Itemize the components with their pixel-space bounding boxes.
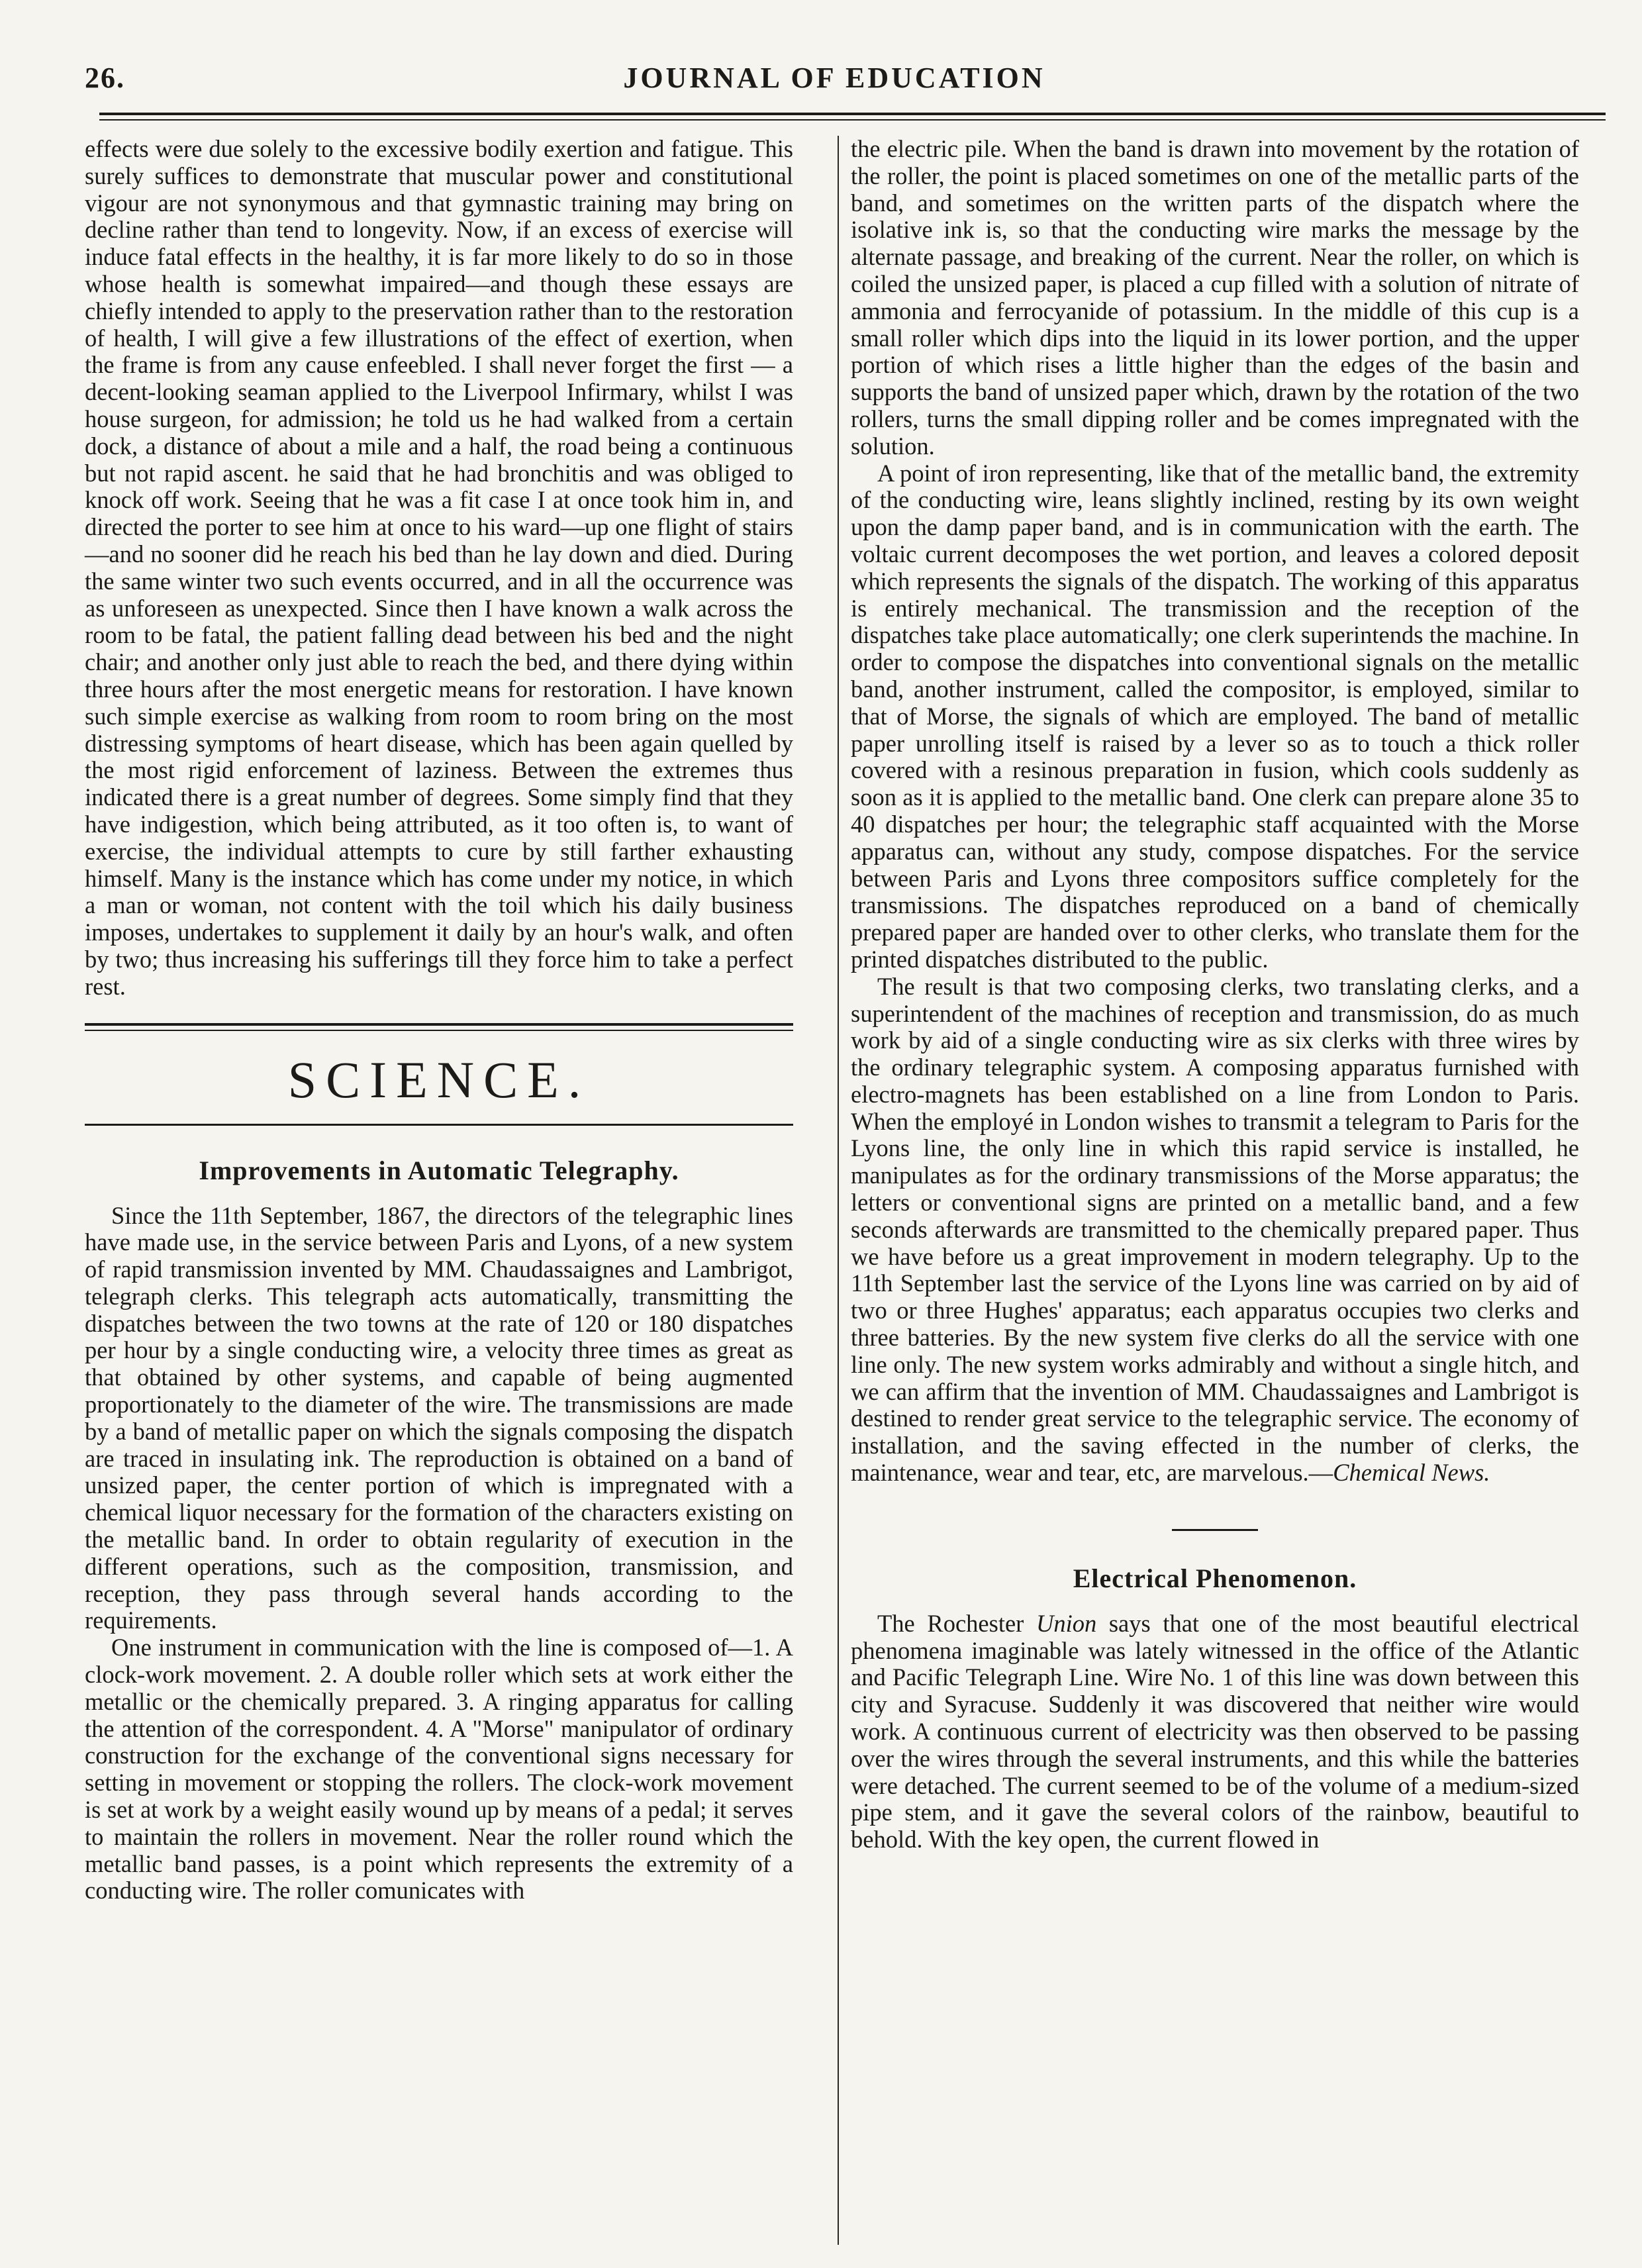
source-citation: Chemical News.: [1333, 1459, 1490, 1487]
page-number: 26.: [85, 62, 125, 94]
continued-paragraph: effects were due solely to the excessive bodily exertion and fatigue. This surely suffices to demonstrate that muscular power and constitutional vigour are not synonymous and that gymnastic training may bring on decline rather than tend to longevity. Now, if an excess of exercise will induce fatal effects in the healthy, it is far more likely to do so in those whose health is somewhat impaired—and though these essays are chiefly intended to apply to the preservation rather than to the restoration of health, I will give a few illustrations of the effect of exertion, when the frame is from any cause enfeebled. I shall never forget the first — a decent-looking seaman applied to the Liverpool Infirmary, whilst I was house surgeon, for admission; he told us he had walked from a certain dock, a distance of about a mile and a half, the road being a continuous but not rapid ascent. he said that he had bronchitis and was obliged to knock off work. Seeing that he was a fit case I at once took him in, and directed the porter to see him at once to his ward—up one flight of stairs—and no sooner did he reach his bed than he lay down and died. During the same winter two such events occurred, and in all the occurrence was as unforeseen as unexpected. Since then I have known a walk across the room to be fatal, the patient falling dead between his bed and the night chair; and another only just able to reach the bed, and there dying within three hours after the most energetic means for restoration. I have known such simple exercise as walking from room to room bring on the most distressing symptoms of heart disease, which has been again quelled by the most rigid enforcement of laziness. Between the extremes thus indicated there is a great number of degrees. Some simply find that they have indigestion, which being attributed, as it too often is, to want of exercise, the individual attempts to cure by still farther exhausting himself. Many is the instance which has come under my notice, in which a man or woman, not content with the toil which his daily business imposes, undertakes to supplement it daily by an hour's walk, and often by two; thus increasing his sufferings till they force him to take a perfect rest.: [85, 135, 793, 1000]
article-title-telegraphy: Improvements in Automatic Telegraphy.: [199, 1155, 679, 1185]
paragraph-text: says that one of the most beautiful electrical phenomena imaginable was lately witnessed in the office of the Atlantic and Pacific Telegraph Line. Wire No. 1 of this line was down between this city and Syracuse. Suddenly it was discovered that neither wire would work. A continuous current of electricity was then observed to be passing over the wires through the several instruments, and this while the batteries were detached. The current seemed to be of the volume of a medium-sized pipe stem, and it gave the several colors of the rainbow, beautiful to behold. With the key open, the current flowed in: [851, 1609, 1579, 1853]
article-paragraph: One instrument in communication with the line is composed of—1. A clock-work movement. 2. A double roller which sets at work either the metallic or the chemically prepared. 3. A ringing apparatus for calling the attention of the correspondent. 4. A "Morse" manipulator of ordinary construction for the exchange of the conventional signs necessary for setting in movement or stopping the rollers. The clock-work movement is set at work by a weight easily wound up by means of a pedal; it serves to maintain the rollers in movement. Near the roller round which the metallic band passes, is a point which represents the extremity of a conducting wire. The roller comunicates with: [85, 1634, 793, 1904]
section-rule: [85, 1124, 793, 1126]
article-paragraph: [851, 973, 1579, 1487]
paragraph-text: The result is that two composing clerks, two translating clerks, and a superintendent of the machines of reception and transmission, do as much work by aid of a single conducting wire as six clerks with three wires by the ordinary telegraphic system. A composing apparatus furnished with electro-magnets has been established on a line from London to Paris. When the employé in London wishes to transmit a telegram to Paris for the Lyons line, the only line in which this rapid service is installed, he manipulates as for the ordinary transmissions of the Morse apparatus; the letters or conventional signs are printed on a metallic band, and a few seconds afterwards are transmitted to the chemically prepared paper. Thus we have before us a great improvement in modern telegraphy. Up to the 11th September last the service of the Lyons line was carried on by aid of two or three Hughes' apparatus; each apparatus occupies two clerks and three batteries. By the new system five clerks do all the service with one line only. The new system works admirably and without a single hitch, and we can affirm that the invention of MM. Chaudassaignes and Lambrigot is destined to render great service to the telegraphic service. The economy of installation, and the saving effected in the number of clerks, the maintenance, wear and tear, etc, are marvelous.—: [851, 972, 1579, 1487]
paragraph-text: The Rochester: [877, 1609, 1036, 1637]
running-title: JOURNAL OF EDUCATION: [623, 62, 1045, 94]
section-rule-double: [85, 1023, 793, 1031]
article-paragraph: [851, 1610, 1579, 1853]
newspaper-name: Union: [1036, 1609, 1097, 1637]
article-title-electrical: Electrical Phenomenon.: [1073, 1563, 1357, 1593]
article-paragraph: Since the 11th September, 1867, the directors of the telegraphic lines have made use, in the service between Paris and Lyons, of a new system of rapid transmission invented by MM. Chaudassaignes and Lambrigot, telegraph clerks. This telegraph acts automatically, transmitting the dispatches between the two towns at the rate of 120 or 180 dispatches per hour by a single conducting wire, a velocity three times as great as that obtained by other systems, and capable of being augmented proportionately to the diameter of the wire. The transmissions are made by a band of metallic paper on which the signals composing the dispatch are traced in insulating ink. The reproduction is obtained on a band of unsized paper, the center portion of which is impregnated with a chemical liquor necessary for the formation of the characters existing on the metallic band. In order to obtain regularity of execution in the different operations, such as the composition, transmission, and reception, they pass through several hands according to the requirements.: [85, 1201, 793, 1634]
left-column: [85, 136, 793, 1904]
running-header: [79, 61, 1589, 109]
article-paragraph: A point of iron representing, like that of the metallic band, the extremity of the conducting wire, leans slightly inclined, resting by its own weight upon the damp paper band, and is in communication with the earth. The voltaic current decomposes the wet portion, and leaves a colored deposit which represents the signals of the dispatch. The working of this apparatus is entirely mechanical. The transmission and the reception of the dispatches take place automatically; one clerk superintends the machine. In order to compose the dispatches into conventional signals on the metallic band, another instrument, called the compositor, is employed, similar to that of Morse, the signals of which are employed. The band of metallic paper unrolling itself is raised by a lever so as to touch a thick roller covered with a resinous preparation in fusion, which cools suddenly as soon as it is applied to the metallic band. One clerk can prepare alone 35 to 40 dispatches per hour; the telegraphic staff acquainted with the Morse apparatus can, without any study, compose dispatches. For the service between Paris and Lyons three compositors suffice completely for the transmissions. The dispatches reproduced on a band of chemically prepared paper are handed over to other clerks, who translate them for the printed dispatches distributed to the public.: [851, 459, 1579, 973]
column-divider: [838, 136, 839, 2245]
right-column: [851, 136, 1579, 1853]
article-paragraph: the electric pile. When the band is drawn into movement by the rotation of the roller, the point is placed sometimes on one of the metallic parts of the band, and sometimes on the written parts of the dispatch where the isolative ink is, so that the conducting wire marks the message by the alternate passage, and breaking of the current. Near the roller, on which is coiled the unsized paper, is placed a cup filled with a solution of nitrate of ammonia and ferrocyanide of potassium. In the middle of this cup is a small roller which dips into the liquid in its lower portion, and the upper portion of which rises a little higher than the edges of the basin and supports the band of unsized paper which, drawn by the rotation of the two rollers, turns the small dipping roller and be comes impregnated with the solution.: [851, 135, 1579, 460]
header-rule-thick: [99, 113, 1606, 115]
section-title: SCIENCE.: [287, 1050, 591, 1109]
article-separator: [1172, 1529, 1258, 1531]
header-rule-thin: [99, 119, 1606, 121]
